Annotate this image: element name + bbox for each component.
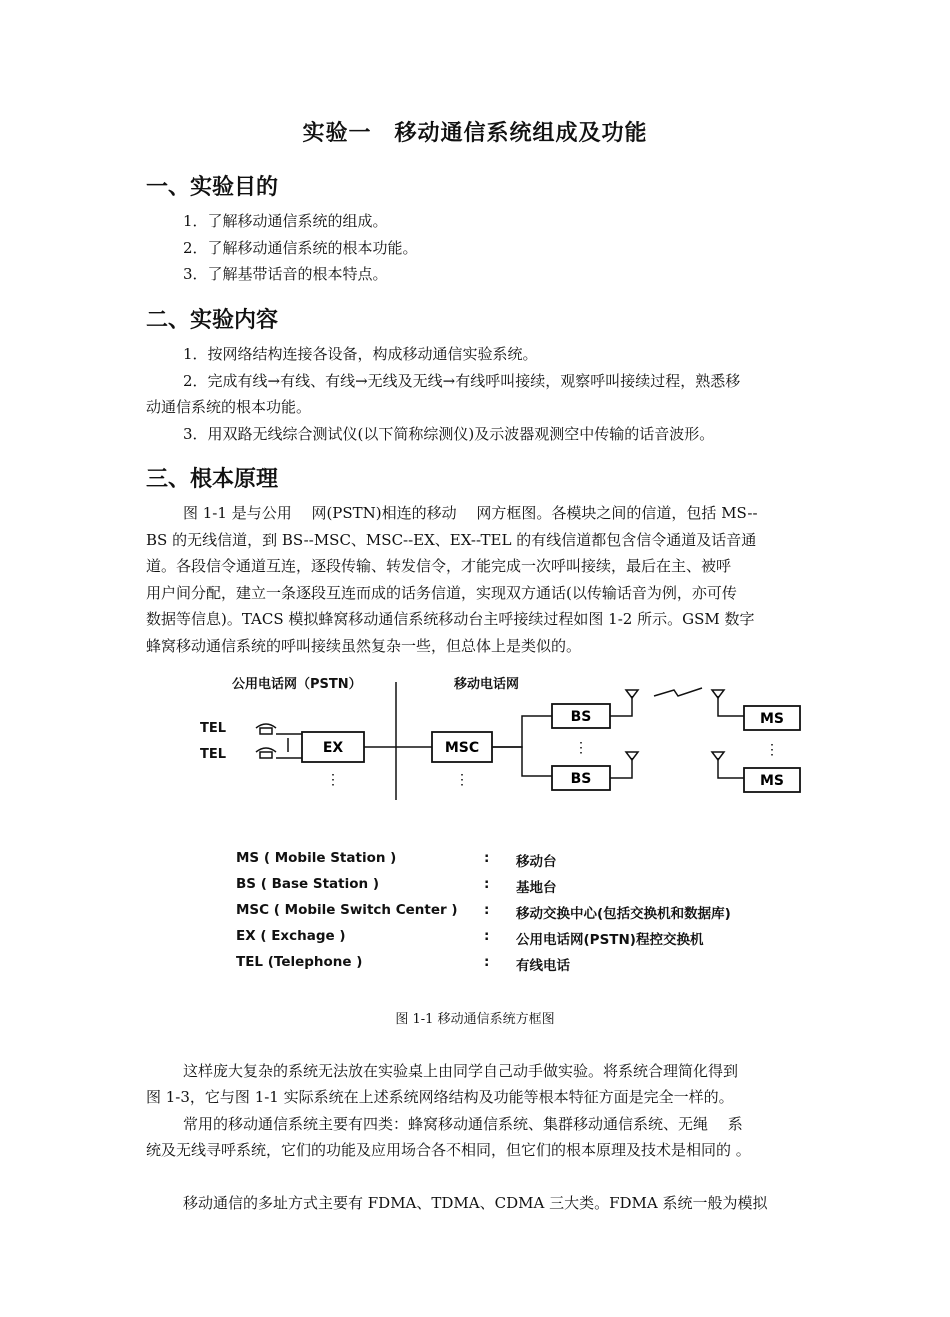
section-heading-principle: 三、根本原理 [146, 467, 279, 492]
objective-item-2: 2．了解移动通信系统的根本功能。 [183, 239, 418, 257]
legend-term: MSC ( Mobile Switch Center ) [236, 902, 458, 918]
objective-item-3: 3．了解基带话音的根本特点。 [183, 265, 388, 283]
legend-separator: : [484, 902, 490, 918]
ex-dots: ⋮ [326, 772, 340, 788]
tel-label-1: TEL [200, 721, 227, 736]
radio-link-icon [654, 688, 702, 696]
paragraph-line: 图 1-1 是与公用 网(PSTN)相连的移动 网方框图。各模块之间的信道，包括 MS-- [183, 504, 758, 522]
legend-term: EX ( Exchage ) [236, 928, 346, 944]
paragraph-line: 统及无线寻呼系统，它们的功能及应用场合各不相同，但它们的根本原理及技术是相同的 。 [146, 1141, 751, 1159]
objective-item-1: 1．了解移动通信系统的组成。 [183, 212, 388, 230]
paragraph-line: 常用的移动通信系统主要有四类：蜂窝移动通信系统、集群移动通信系统、无绳 系 [183, 1115, 743, 1133]
paragraph-line: 蜂窝移动通信系统的呼叫接续虽然复杂一些，但总体上是类似的。 [146, 637, 582, 655]
ms-dots: ⋮ [765, 742, 779, 758]
paragraph-line: 道。各段信令通道互连，逐段传输、转发信令，才能完成一次呼叫接续，最后在主、被呼 [146, 557, 732, 575]
legend-term: TEL (Telephone ) [236, 954, 363, 970]
legend-desc: 移动台 [516, 854, 557, 870]
paragraph-line: BS 的无线信道，到 BS--MSC、MSC--EX、EX--TEL 的有线信道都包含信令通道及话音通 [146, 531, 757, 549]
paragraph-line: 用户间分配，建立一条逐段互连而成的话务信道，实现双方通话(以传输话音为例，亦可传 [146, 584, 737, 602]
network-diagram [196, 672, 816, 802]
legend-desc: 移动交换中心(包括交换机和数据库) [516, 906, 731, 922]
paragraph-line: 移动通信的多址方式主要有 FDMA、TDMA、CDMA 三大类。FDMA 系统一般为模拟 [183, 1194, 768, 1212]
legend-term: MS ( Mobile Station ) [236, 850, 397, 866]
content-item-2-line-2: 动通信系统的根本功能。 [146, 398, 312, 416]
tel-label-2: TEL [200, 747, 227, 762]
bs-label-1: BS [570, 709, 592, 725]
paragraph-line: 图 1-3，它与图 1-1 实际系统在上述系统网络结构及功能等根本特征方面是完全一样的。 [146, 1088, 734, 1106]
legend-desc: 有线电话 [516, 958, 570, 974]
ms-label-2: MS [759, 773, 785, 789]
mobile-network-label: 移动电话网 [454, 677, 520, 692]
telephone-icon [256, 724, 276, 734]
ex-label: EX [322, 740, 344, 756]
paragraph-line: 这样庞大复杂的系统无法放在实验桌上由同学自己动手做实验。将系统合理简化得到 [183, 1062, 739, 1080]
ms-label-1: MS [759, 711, 785, 727]
content-item-1: 1．按网络结构连接各设备，构成移动通信实验系统。 [183, 345, 538, 363]
paragraph-line: 数据等信息)。TACS 模拟蜂窝移动通信系统移动台主呼接续过程如图 1-2 所示。GSM 数字 [146, 610, 755, 628]
bs-antenna-icon [610, 758, 632, 778]
legend-term: BS ( Base Station ) [236, 876, 379, 892]
bs-label-2: BS [570, 771, 592, 787]
legend-separator: : [484, 876, 490, 892]
page-title: 实验一 移动通信系统组成及功能 [302, 121, 648, 146]
bs-antenna-icon [610, 696, 632, 716]
msc-label: MSC [444, 740, 480, 756]
section-heading-objective: 一、实验目的 [146, 175, 279, 200]
content-item-2-line-1: 2．完成有线→有线、有线→无线及无线→有线呼叫接续，观察呼叫接续过程，熟悉移 [183, 372, 741, 390]
figure-caption: 图 1-1 移动通信系统方框图 [395, 1012, 555, 1027]
section-heading-content: 二、实验内容 [146, 308, 279, 333]
msc-dots: ⋮ [455, 772, 469, 788]
legend-separator: : [484, 954, 490, 970]
legend-separator: : [484, 850, 490, 866]
legend-desc: 基地台 [516, 880, 557, 896]
legend-separator: : [484, 928, 490, 944]
content-item-3: 3．用双路无线综合测试仪(以下简称综测仪)及示波器观测空中传输的话音波形。 [183, 425, 715, 443]
legend-desc: 公用电话网(PSTN)程控交换机 [516, 932, 704, 948]
ms-antenna-icon [718, 758, 744, 778]
ms-antenna-icon [718, 696, 744, 716]
telephone-icon [256, 748, 276, 758]
pstn-label: 公用电话网（PSTN） [232, 677, 362, 692]
bs-dots: ⋮ [574, 740, 588, 756]
